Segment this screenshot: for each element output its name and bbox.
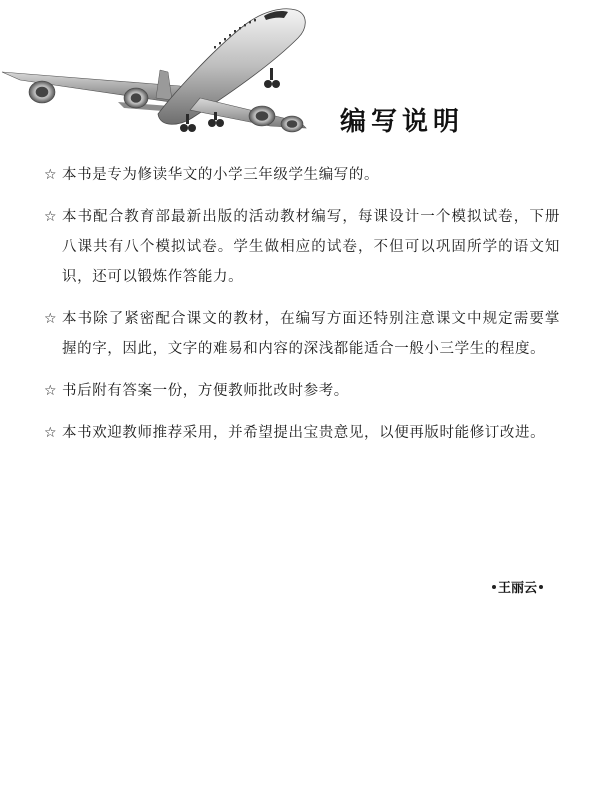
star-outline-icon: ☆ [44,425,58,441]
list-item-text: 书后附有答案一份，方便教师批改时参考。 [62,383,349,399]
star-outline-icon: ☆ [44,311,58,327]
intro-list [44,160,560,448]
star-outline-icon: ☆ [44,167,58,183]
star-outline-icon: ☆ [44,209,58,225]
list-item [44,304,560,364]
list-item-text: 本书配合教育部最新出版的活动教材编写，每课设计一个模拟试卷，下册八课共有八个模拟试卷。学生做相应的试卷，不但可以巩固所学的语文知识，还可以锻炼作答能力。 [62,209,560,285]
list-item-text: 本书欢迎教师推荐采用，并希望提出宝贵意见，以便再版时能修订改进。 [62,425,546,441]
dot-ornament [539,585,543,589]
author-signature [490,577,545,596]
author-name: 王丽云 [497,581,537,596]
list-item-text: 本书是专为修读华文的小学三年级学生编写的。 [62,167,380,183]
airplane-illustration [0,2,312,134]
list-item [44,418,560,448]
dot-ornament [492,585,496,589]
list-item [44,202,560,292]
list-item-text: 本书除了紧密配合课文的教材，在编写方面还特别注意课文中规定需要掌握的字，因此，文字的难易和内容的深浅都能适合一般小三学生的程度。 [62,311,560,357]
list-item [44,160,560,190]
page-title: 编写说明 [340,107,465,138]
list-item [44,376,560,406]
star-outline-icon: ☆ [44,383,58,399]
